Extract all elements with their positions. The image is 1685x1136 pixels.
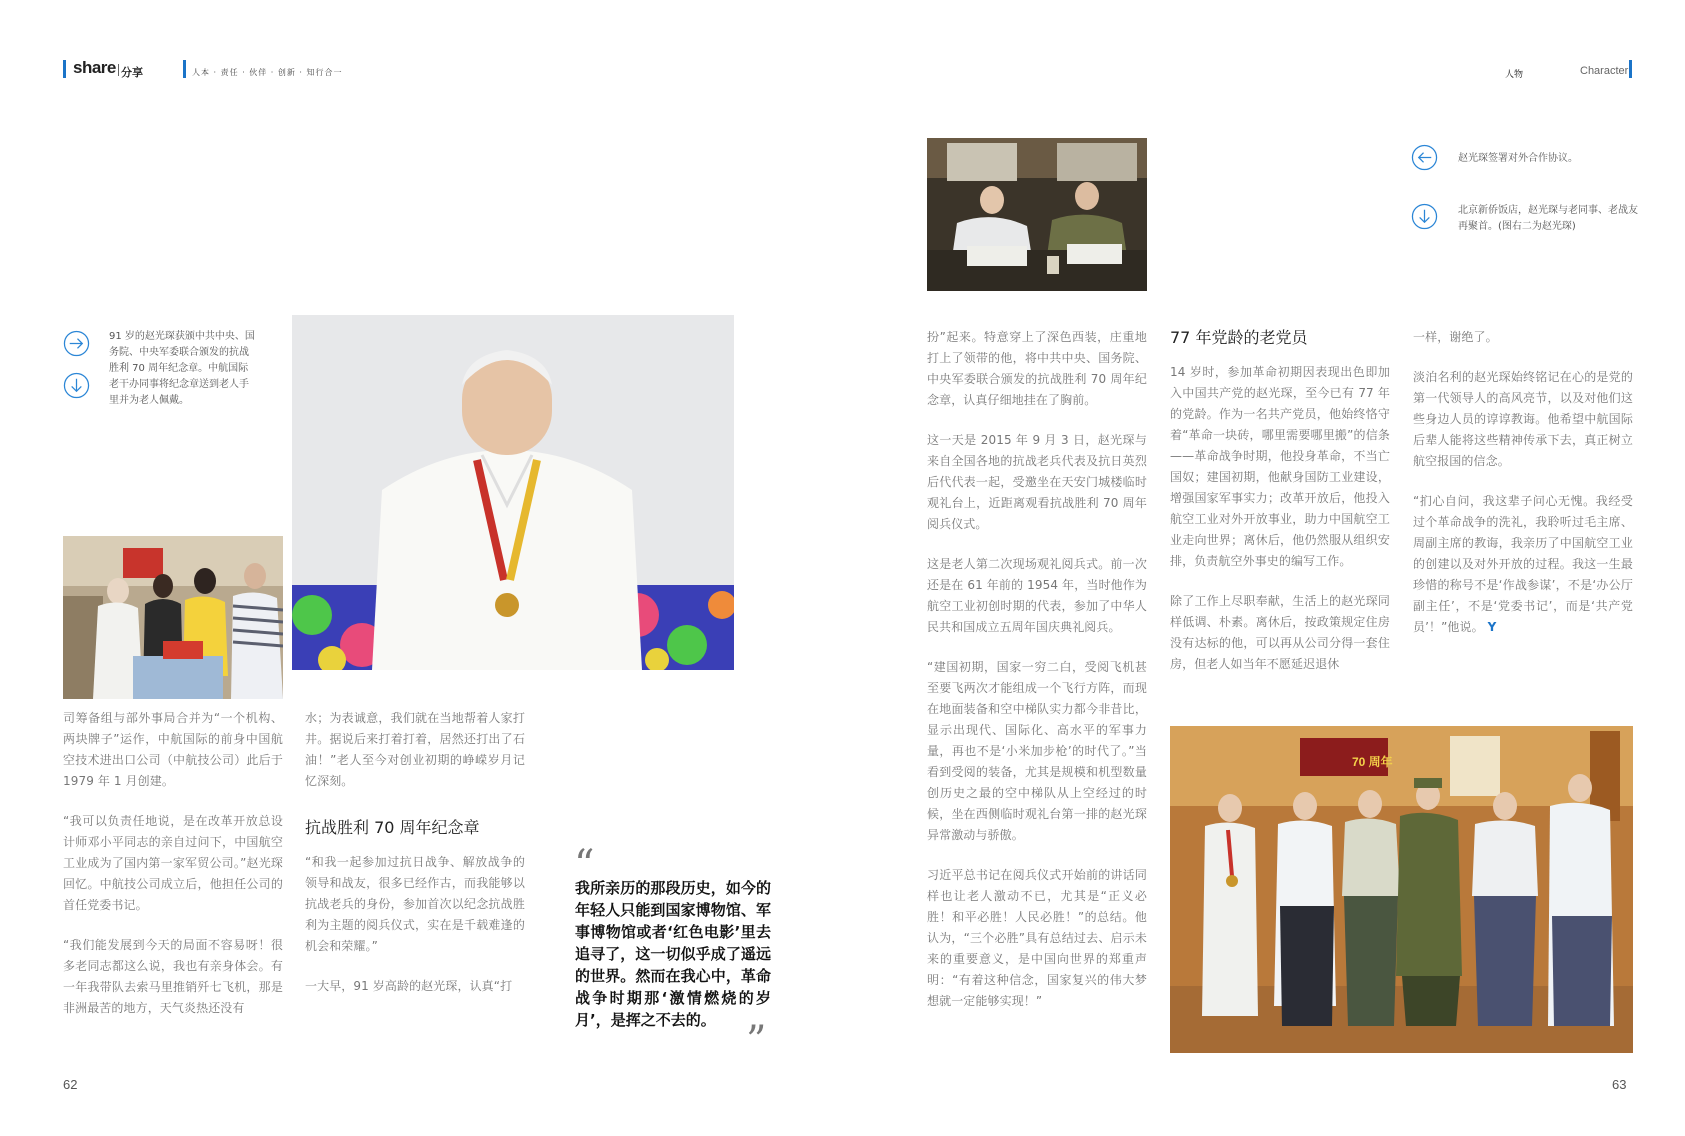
section-title-en: Character	[1580, 65, 1629, 77]
paragraph: 除了工作上尽职奉献，生活上的赵光琛同样低调、朴素。离休后，按政策规定住房没有达标的他，可以再从公司分得一套住房，但老人如当年不愿延迟退休	[1170, 594, 1390, 671]
paragraph: 一大早，91 岁高龄的赵光琛，认真“打	[305, 979, 513, 993]
article-column-2	[305, 708, 525, 1053]
section-heading-medal: 抗战胜利 70 周年纪念章	[305, 818, 480, 837]
arrow-down-icon	[1411, 203, 1438, 230]
article-column-5	[1413, 327, 1633, 662]
paragraph-text: “扪心自问，我这辈子问心无愧。我经受过个革命战争的洗礼，我聆听过毛主席、周副主席的教诲，我亲历了中国航空工业的创建以及对外开放的过程。我这一生最珍惜的称号不是‘作战参谋’，不是‘办公厅副主任’，不是‘党委书记’，而是‘共产党员’！”他说。	[1413, 494, 1633, 634]
header-left-bracket	[63, 60, 66, 78]
header-right-bracket	[1629, 60, 1632, 78]
page-number-right: 63	[1612, 1077, 1627, 1092]
end-mark: Y	[1487, 620, 1497, 634]
section-title-cn: 人物	[1505, 70, 1524, 80]
arrow-down-icon	[63, 372, 90, 399]
article-column-3	[927, 327, 1147, 1017]
paragraph: 14 岁时，参加革命初期因表现出色即加入中国共产党的赵光琛，至今已有 77 年的党龄。作为一名共产党员，他始终恪守着“革命一块砖，哪里需要哪里搬”的信条——革命战争时期，他投身革命，不当亡国奴；建国初期，他献身国防工业建设，增强国家军事实力；改革开放后，他投入航空工业对外开放事业，助力中国航空工业走向世界；离休后，他仍然服从组织安排，负责航空外事史的编写工作。	[1170, 365, 1390, 568]
paragraph: “和我一起参加过抗日战争、解放战争的领导和战友，很多已经作古，而我能够以抗战老兵的身份，参加首次以纪念抗战胜利为主题的阅兵仪式，实在是千载难逢的机会和荣耀。”	[305, 855, 525, 953]
paragraph: 淡泊名利的赵光琛始终铭记在心的是党的第一代领导人的高风亮节，以及对他们这些身边人员的谆谆教诲。他希望中航国际后辈人能将这些精神传承下去，真正树立航空报国的信念。	[1413, 370, 1633, 468]
photo-portrait-medal	[292, 315, 734, 670]
brand-divider	[118, 64, 119, 76]
paragraph: 这一天是 2015 年 9 月 3 日，赵光琛与来自全国各地的抗战老兵代表及抗日英烈后代代表一起，受邀坐在天安门城楼临时观礼台上，近距离观看抗战胜利 70 周年阅兵仪式。	[927, 433, 1147, 531]
paragraph: 水；为表诚意，我们就在当地帮着人家打井。据说后来打着打着，居然还打出了石油！”老人至今对创业初期的峥嵘岁月记忆深刻。	[305, 711, 525, 788]
paragraph: 这是老人第二次现场观礼阅兵式。前一次还是在 61 年前的 1954 年，当时他作为航空工业初创时期的代表，参加了中华人民共和国成立五周年国庆典礼阅兵。	[927, 557, 1147, 634]
page-number-left: 62	[63, 1077, 78, 1092]
photo-veterans-reunion	[1170, 726, 1633, 1053]
quote-open-mark: “	[574, 842, 595, 888]
caption-reunion: 北京新侨饭店，赵光琛与老同事、老战友再聚首。(图右二为赵光琛)	[1458, 205, 1638, 232]
section-heading-party-member: 77 年党龄的老党员	[1170, 328, 1308, 347]
paragraph: “我可以负责任地说，是在改革开放总设计师邓小平同志的亲自过问下，中国航空工业成为了国内第一家军贸公司。”赵光琛回忆。中航技公司成立后，他担任公司的首任党委书记。	[63, 814, 283, 912]
paragraph: “我们能发展到今天的局面不容易呀！很多老同志都这么说，我也有亲身体会。有一年我带队去索马里推销歼七飞机，那是非洲最苦的地方，天气炎热还没有	[63, 938, 283, 1015]
paragraph: 习近平总书记在阅兵仪式开始前的讲话同样也让老人激动不已，尤其是“正义必胜！和平必胜！人民必胜！”的总结。他认为，“三个必胜”具有总结过去、启示未来的重要意义，是中国向世界的郑重声明：“有着这种信念，国家复兴的伟大梦想就一定能够实现！”	[927, 868, 1147, 1008]
banner-text: 70 周年	[1352, 755, 1393, 769]
paragraph: 一样，谢绝了。	[1413, 330, 1498, 344]
photo-medal-presentation	[63, 536, 283, 699]
caption-medal: 91 岁的赵光琛获颁中共中央、国务院、中央军委联合颁发的抗战胜利 70 周年纪念章。中航国际老干办同事将纪念章送到老人手里并为老人佩戴。	[109, 331, 255, 406]
article-column-4	[1170, 327, 1390, 682]
article-column-1	[63, 708, 283, 1053]
paragraph: 司筹备组与部外事局合并为“一个机构、两块牌子”运作，中航国际的前身中国航空技术进出口公司（中航技公司）此后于 1979 年 1 月创建。	[63, 711, 283, 788]
pull-quote: 我所亲历的那段历史，如今的年轻人只能到国家博物馆、军事博物馆或者‘红色电影’里去追寻了，这一切似乎成了遥远的世界。然而在我心中，革命战争时期那‘激情燃烧的岁月’，是挥之不去的。	[575, 879, 771, 1029]
photo-signing-agreement	[927, 138, 1147, 291]
caption-signing: 赵光琛签署对外合作协议。	[1458, 153, 1578, 164]
arrow-right-icon	[63, 330, 90, 357]
slogan-bracket	[183, 60, 186, 78]
paragraph: “建国初期，国家一穷二白，受阅飞机甚至要飞两次才能组成一个飞行方阵，而现在地面装备和空中梯队实力都今非昔比，显示出现代、国际化、高水平的军事力量，再也不是‘小米加步枪’的时代了。”当看到受阅的装备，尤其是规模和机型数量创历史之最的空中梯队从上空经过的时候，坐在西侧临时观礼台第一排的赵光琛异常激动与骄傲。	[927, 660, 1147, 842]
paragraph: 扮”起来。特意穿上了深色西装，庄重地打上了领带的他，将中共中央、国务院、中央军委联合颁发的抗战胜利 70 周年纪念章，认真仔细地挂在了胸前。	[927, 330, 1147, 407]
brand-cn: 分享	[121, 66, 143, 79]
quote-close-mark: ”	[746, 1018, 767, 1064]
paragraph	[1413, 491, 1633, 638]
arrow-left-icon	[1411, 144, 1438, 171]
brand-logo: share	[73, 58, 116, 77]
slogan: 人本 · 责任 · 伙伴 · 创新 · 知行合一	[192, 68, 343, 77]
